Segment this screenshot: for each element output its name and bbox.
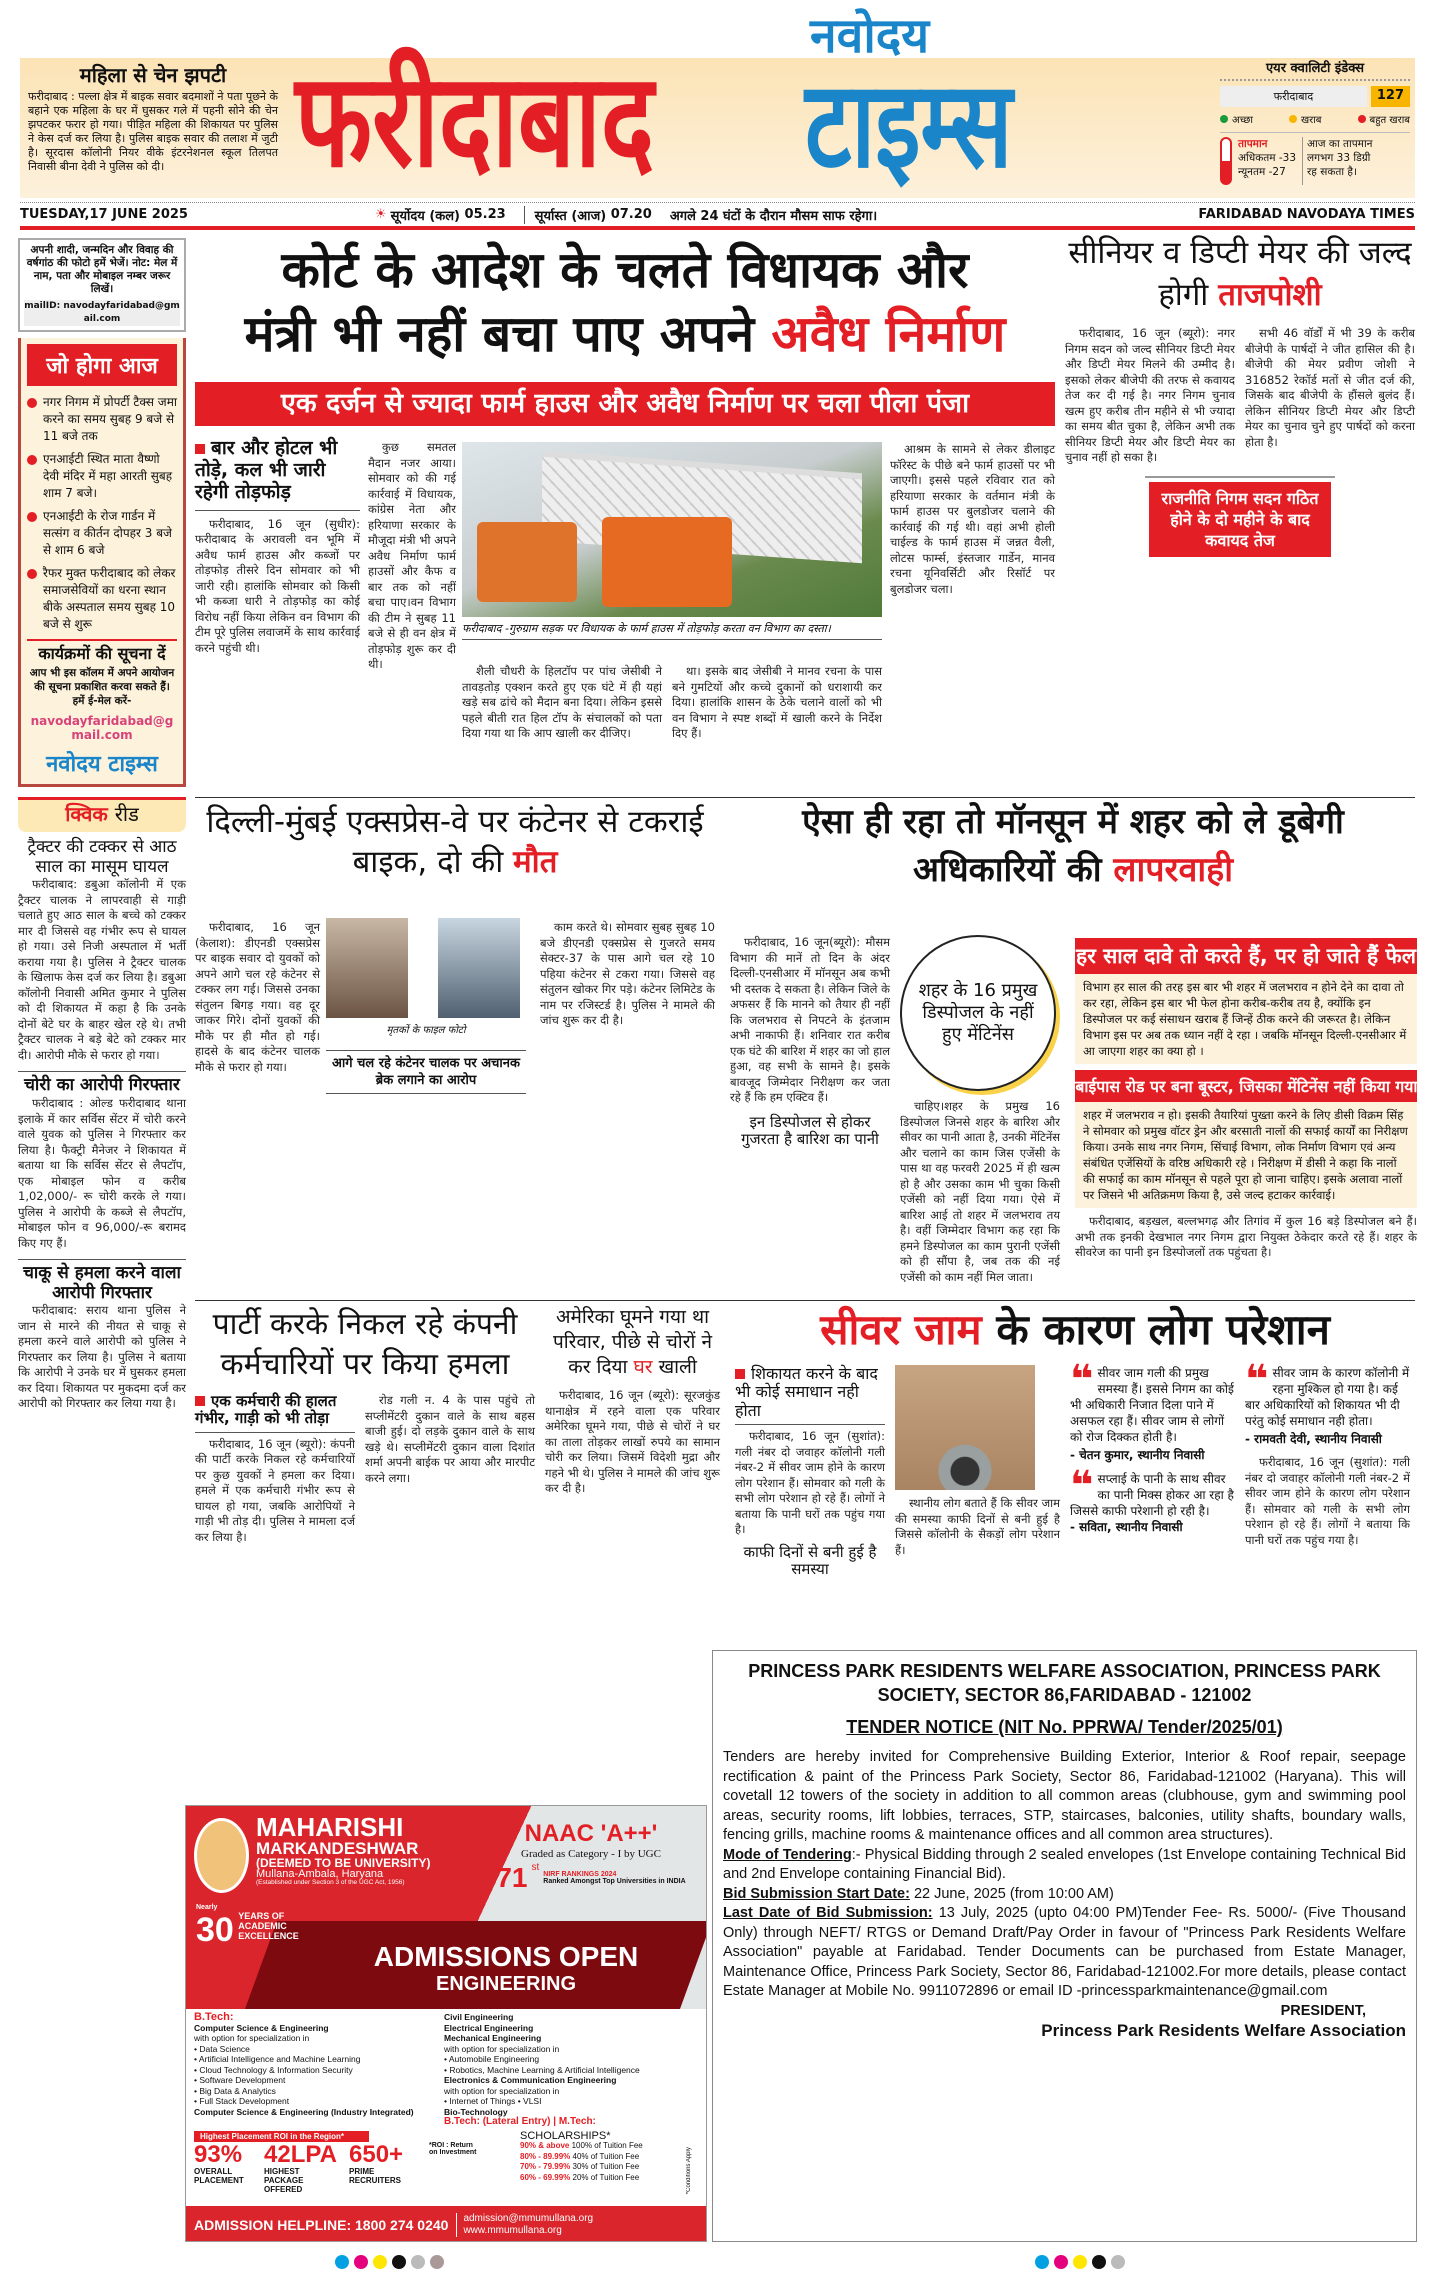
photo-caption: मृतकों के फाइल फोटो (386, 1025, 466, 1036)
logo-faridabad: फरीदाबाद (295, 44, 654, 197)
quote-icon: ❝ (1070, 1357, 1094, 1403)
aqi-legend-bad: खराब (1289, 112, 1322, 126)
expressway-headline (195, 802, 715, 882)
lead-paragraph: फरीदाबाद, 16 जून (सुधीर): फरीदाबाद के अरावली वन भूमि में अवैध फार्म हाउस और कब्जों पर तोड़फोड़ तीसरे दिन सोमवार को भी जारी रही। हालांकि सोमवार को किसी भी कब्जा धारी ने तोड़फोड़ का कोई विरोध नहीं किया लेकिन वन विभाग की टीम पूरे पुलिस लवाजमें के साथ कार्रवाई करने पहुंची थी। (195, 516, 360, 655)
deputy-mayor-paragraph: फरीदाबाद, 16 जून (ब्यूरो): नगर निगम सदन को जल्द सीनियर डिप्टी मेयर और डिप्टी मेयर मिलने की उम्मीद है। इसको लेकर बीजेपी की तरफ से कवायद तेज कर दी गई है। नगर निगम चुनाव खत्म हुए करीब तीन महीने से भी ज्यादा का समय बीत चुका है, लेकिन अभी तक सीनियर डिप्टी मेयर और डिप्टी मेयर का चुनाव नहीं हो सका है। (1065, 326, 1235, 464)
headline-highlight: लापरवाही (1113, 850, 1234, 890)
story-title: चाकू से हमला करने वाला आरोपी गिरफ्तार (18, 1259, 186, 1303)
logo-navodaya: नवोदय (810, 8, 930, 64)
monsoon-subhead: इन डिस्पोजल से होकर गुजरता है बारिश का पानी (741, 1112, 879, 1148)
story-text: फरीदाबाद: डबुआ कॉलोनी में एक ट्रैक्टर चालक ने लापरवाही से गाड़ी चलाते हुए आठ साल के बच्चे को टक्कर मार दी जिससे वह गंभीर रूप से घायल हो गया। उसे निजी अस्पताल में भर्ती कराया गया है। पुलिस ने ट्रैक्टर चालक के खिलाफ केस दर्ज कर लिया है। डबुआ कॉलोनी निवासी अमित कुमार ने पुलिस को दी शिकायत में कहा है कि उनके दोनों बेटे घर के बाहर खेल रहे थे। तभी ट्रैक्टर चालक ने बड़े बेटे को टक्कर मार दी। आरोपी मौके से फरार हो गया। (18, 877, 186, 1062)
helpline-bar (186, 2206, 707, 2242)
logo-times: टाइम्स (805, 55, 1013, 195)
photo-notice (18, 238, 186, 332)
thermometer-icon (1220, 137, 1232, 185)
lead-subhead: बार और होटल भी तोड़े, कल भी जारी रहेगी तोड़फोड़ (195, 437, 338, 503)
temp-note: आज का तापमान लगभग 33 डिग्री रह सकता है। (1302, 137, 1374, 185)
today-item: एनआईटी के रोज गार्डन में सत्संग व कीर्तन दोपहर 3 बजे से शाम 6 बजे (27, 508, 177, 559)
lead-headline-line2: मंत्री भी नहीं बचा पाए अपने अवैध निर्माण (244, 305, 1006, 363)
deputy-mayor-paragraph: सभी 46 वॉर्डों में भी 39 के करीब बीजेपी के पार्षदों ने जीत हासिल की है। बीजेपी की मेयर प्रवीण जोशी ने 316852 रेकॉर्ड मतों से जीत दर्ज की, जिसके बाद बीजेपी के हौंसले बुलंद हैं। लेकिन सीनियर डिप्टी मेयर और डिप्टी मेयर का चुनाव चुने हुए पार्षदों को करना होता है। (1245, 326, 1415, 449)
expressway-paragraph: काम करते थे। सोमवार सुबह सुबह 10 बजे डीएनडी एक्सप्रेस से गुजरते समय सेक्टर-37 के पास आगे चल रहे 10 पहिया कंटेनर से टकरा गया। जिससे वह संतुलन खोकर गिर पड़े। कंटेनर लिमिटेड के नाम पर रजिस्टर्ड है। पुलिस ने मामले की जांच शुरू कर दी है। (540, 920, 715, 1027)
attack-headline: पार्टी करके निकल रहे कंपनी कर्मचारियों पर किया हमला (212, 1307, 518, 1382)
quick-read-header (18, 797, 186, 832)
quote-icon: ❝ (1070, 1463, 1094, 1509)
tender-notice (712, 1650, 1417, 2242)
monsoon-paragraph: फरीदाबाद, 16 जून(ब्यूरो): मौसम विभाग की मानें तो दिन के अंदर दिल्ली-एनसीआर में मॉनसून अब कभी भी दस्तक दे सकता है। लेकिन जिले के अफसर हैं कि मानने को तैयार ही नहीं कि जलभराव से निपटने के इंतजाम अभी नाकाफी हैं। शनिवार रात करीब एक घंटे की बारिश में शहर का जो हाल हुआ, वह सभी के सामने है। इसके बावजूद जिम्मेदार निरीक्षण कर जता रहे हैं कि हम एक्टिव हैं। (730, 935, 890, 1104)
quote-text: सीवर जाम के कारण कॉलोनी में रहना मुश्किल हो गया है। कई बार अधिकारियों को शिकायत भी दी परंतु कोई समाधान नही होता। (1245, 1366, 1410, 1428)
jcb-1 (477, 522, 577, 602)
sewer-headline (735, 1305, 1415, 1355)
sewer-paragraph: फरीदाबाद, 16 जून (सुशांत): गली नंबर दो जवाहर कॉलोनी गली नंबर-2 में सीवर जाम होने के कारण लोग परेशान हैं। सोमवार को गली के सभी लोग परेशान हो रहे हैं। लोगों ने बताया कि पानी घरों तक पहुंच गया है। (1245, 1455, 1410, 1547)
ad-website[interactable]: www.mmumullana.org (463, 2224, 562, 2236)
aqi-legend-good: अच्छा (1220, 112, 1253, 126)
failure-box (1075, 938, 1417, 1064)
attack-subhead: एक कर्मचारी की हालत गंभीर, गाड़ी को भी तोड़ा (195, 1392, 337, 1428)
disposal-callout: शहर के 16 प्रमुख डिस्पोजल के नहीं हुए मेंटिनेंस (900, 935, 1056, 1091)
headline-text: अमेरिका घूमने गया था परिवार, पीछे से चोरों ने कर दिया (552, 1306, 713, 1378)
aqi-value: 127 (1371, 86, 1410, 107)
monsoon-left (730, 935, 890, 1148)
tender-mode: :- Physical Bidding through 2 sealed envelopes (1st Envelope containing Technical Bid and 2nd Envelope containing Financial Bid). (723, 1846, 1406, 1882)
conditions-note: *Conditions Apply (686, 2146, 692, 2194)
headline-text: सीनियर व डिप्टी मेयर की जल्द होगी (1068, 235, 1412, 313)
lead-headline (195, 238, 1055, 366)
sewer-paragraph: फरीदाबाद, 16 जून (सुशांत): गली नंबर दो जवाहर कॉलोनी गली नंबर-2 में सीवर जाम होने के कारण लोग परेशान हैं। सोमवार को गली के सभी लोग परेशान हो रहे हैं। लोगों ने बताया कि पानी घरों तक पहुंच गया है। (735, 1429, 885, 1537)
tender-start-label: Bid Submission Start Date: (723, 1885, 910, 1902)
quote-icon: ❝ (1245, 1357, 1269, 1403)
sunrise-label: सूर्योदय (कल) (390, 208, 461, 224)
roi-bar: Highest Placement ROI in the Region* (194, 2131, 369, 2142)
university-name: MAHARISHI MARKANDESHWAR (DEEMED TO BE UNIVERSITY) Mullana-Ambala, Haryana (Established under Section 3 of the UGC Act, 1956) (256, 1812, 431, 1886)
headline-text: दिल्ली-मुंबई एक्सप्रेस-वे पर कंटेनर से टकराई बाइक, दो की (206, 804, 704, 880)
theft-story (545, 1305, 720, 1497)
deputy-mayor-story (1065, 232, 1415, 561)
lead-strap: एक दर्जन से ज्यादा फार्म हाउस और अवैध निर्माण पर चला पीला पंजा (195, 382, 1055, 426)
masthead (20, 8, 1415, 198)
monsoon-headline (728, 798, 1418, 894)
quick-read-label: क्विक (65, 802, 108, 827)
expressway-paragraph: फरीदाबाद, 16 जून (केलाश): डीएनडी एक्सप्रेस पर बाइक सवार दो युवकों को अपने आगे चल रहे कंटेनर से टक्कर लग गई। जिससे उनका संतुलन बिगड़ गया। वह दूर जाकर गिरे। दोनों युवकों की मौके पर ही मौत हो गई। हादसे के बाद कंटेनर चालक मौके से फरार हो गया। (195, 920, 320, 1074)
attack-story (195, 1305, 535, 1545)
brief-text: फरीदाबाद : पल्ला क्षेत्र में बाइक सवार बदमाशों ने पता पूछने के बहाने एक महिला के घर में घुसकर गले में पहनी सोने की चेन झपटकर फरार हो गया। पीड़ित महिला की शिकायत पर पुलिस ने केस दर्ज कर लिया है। पुलिस बाइक सवार की तलाश में जुटी है। सूरदास कॉलोनी नियर वीके इंटरनेशनल स्कूल तिलपत निवासी बीना देवी ने पुलिस को दी। (28, 90, 278, 173)
today-box (18, 338, 186, 787)
resident-quote (1245, 1357, 1410, 1578)
booster-box-text: शहर में जलभराव न हो। इसकी तैयारियां पुख्ता करने के लिए डीसी विक्रम सिंह ने सोमवार को प्रमुख वॉटर ड्रेन और बरसाती नालों की सफाई कार्यों का निरीक्षण किया। उनके साथ नगर निगम, सिंचाई विभाग, लोक निर्माण विभाग एवं अन्य संबंधित एजेंसियों के वरिष्ठ अधिकारी रहे । निरीक्षण में डीसी ने कहा कि नालों की सफाई का काम मॉनसून से पहले पूरा हो जाना चाहिए। इसके अलावा नालों पर जिसने भी अतिक्रमण किया है, उसे जल्द हटाकर कार्रवाई। (1083, 1108, 1408, 1202)
accreditation: NAAC 'A++' Graded as Category - I by UGC 71 st NIRF RANKINGS 2024 Ranked Amongst Top Universities in INDIA (496, 1820, 686, 1893)
stat: 93% OVERALL PLACEMENT (194, 2140, 244, 2185)
lead-sub (195, 438, 360, 656)
issue-date: TUESDAY,17 JUNE 2025 (20, 207, 188, 222)
registration-marks (1035, 2255, 1129, 2269)
lead-paragraph: था। इसके बाद जेसीबी ने मानव रचना के पास बने गुमटियों और कच्चे दुकानों को धराशायी कर दिया। हालांकि शासन के ठेके चलाने वालों को भी वन विभाग ने स्पष्ट शब्दों में खाली करने के निर्देश दिए हैं। (672, 664, 882, 740)
notice-email: mailID: navodayfaridabad@gmail.com (24, 301, 180, 324)
engineering-courses: Civil Engineering Electrical Engineering Mechanical Engineering with option for specialization in • Automobile Engineering • Robotics, Machine Learning & Artificial Intelligence Electronics & Communication Engineering with option for specialization in • Internet of Things • VLSI Bio-Technology B.Tech: (Lateral Entry) | M.Tech: (444, 2012, 640, 2127)
story-title: चोरी का आरोपी गिरफ्तार (18, 1071, 186, 1096)
brand-logo: नवोदय टाइम्स (46, 752, 158, 778)
today-item: रैफर मुक्त फरीदाबाद को लेकर समाजसेवियों का धरना स्थान बीके अस्पताल समय सुबह 10 बजे से शुरू (27, 565, 177, 633)
stat: 650+ PRIME RECRUITERS (349, 2140, 404, 2185)
victim-photo-2 (438, 918, 520, 1018)
quick-read-label-2: रीड (114, 802, 139, 827)
quote-author: - रामवती देवी, स्थानीय निवासी (1245, 1432, 1382, 1446)
today-item: नगर निगम में प्रोपर्टी टैक्स जमा करने का समय सुबह 9 बजे से 11 बजे तक (27, 394, 177, 445)
sewer-story (735, 1305, 1415, 1578)
tender-signatory-org: Princess Park Residents Welfare Association (1041, 2021, 1406, 2040)
stat: 42LPA HIGHEST PACKAGE OFFERED (264, 2140, 337, 2194)
lead-paragraph: कुछ समतल मैदान नजर आया।सोमवार को की गई कार्रवाई में विधायक, कांग्रेस नेता और हरियाणा सरकार के मौजूदा मंत्री भी अपने अवैध निर्माण फार्म हाउसों और कैफ व बार तक को नहीं बचा पाए।वन विभाग की टीम ने सुबह 11 बजे से ही वन क्षेत्र में तोड़फोड़ शुरू कर दी थी। (368, 440, 456, 671)
ad-details (194, 2012, 700, 2204)
story-title: ट्रैक्टर की टक्कर से आठ साल का मासूम घायल (27, 837, 177, 877)
tender-start: 22 June, 2025 (from 10:00 AM) (909, 1885, 1114, 1902)
photo-caption: फरीदाबाद -गुरुग्राम सड़क पर विधायक के फार्म हाउस में तोड़फोड़ करता वन विभाग का दस्ता। (462, 622, 882, 640)
scholarships: SCHOLARSHIPS* 90% & above 100% of Tuition Fee 80% - 89.99% 40% of Tuition Fee 70% - 79.99% 30% of Tuition Fee 60% - 69.99% 20% of Tuition Fee (520, 2129, 643, 2182)
aqi-city: फरीदाबाद (1220, 86, 1367, 107)
politics-box-text: राजनीति निगम सदन गठित होने के दो महीने के बाद कवायद तेज (1149, 482, 1331, 557)
monsoon-boxes (1075, 938, 1417, 1261)
lead-headline-line1: कोर्ट के आदेश के चलते विधायक और (281, 241, 969, 299)
helpline-number[interactable]: ADMISSION HELPLINE: 1800 274 0240 (194, 2216, 449, 2233)
headline-text: के कारण लोग परेशान (996, 1305, 1330, 1354)
university-seal (194, 1818, 249, 1893)
weather-forecast: अगले 24 घंटों के दौरान मौसम साफ रहेगा। (669, 208, 878, 224)
ad-email[interactable]: admission@mmumullana.org (463, 2212, 594, 2224)
failure-box-title: हर साल दावे तो करते हैं, पर हो जाते हैं फेल (1075, 938, 1417, 974)
temp-min: न्यूनतम -27 (1238, 166, 1286, 178)
today-item: एनआईटी स्थित माता वैष्णो देवी मंदिर में महा आरती सुबह शाम 7 बजे। (27, 451, 177, 502)
attack-paragraph: रोड गली न. 4 के पास पहुंचे तो सप्लीमेंटरी दुकान वाले के साथ बहस बाजी हुई। दो लड़के दुकान वाले के साथ खड़े थे। सप्लीमेंटरी दुकान वाला दिशांत शर्मा अपनी बाईक पर आया और मारपीट करने लगा। (365, 1393, 535, 1485)
story-text: फरीदाबाद : ओल्ड फरीदाबाद थाना इलाके में कार सर्विस सेंटर में चोरी करने वाले युवक को पुलिस ने गिरफ्तार कर लिया है। फैक्ट्री मैनेजर ने शिकायत में बताया था कि सर्विस सेंटर से लैपटॉप, एक मोबाइल फोन व करीब 1,02,000/- रू चोरी करके ले गया। पुलिस ने आरोपी के कब्जे से लैपटॉप, मोबाइल फोन व 96,000/-रू बरामद किए गए हैं। (18, 1096, 186, 1250)
quote-text: सप्लाई के पानी के साथ सीवर का पानी मिक्स होकर आ रहा है जिससे काफी परेशानी हो रही है। (1070, 1472, 1234, 1518)
brief-title: महिला से चेन झपटी (79, 63, 227, 87)
quote-text: सीवर जाम गली की प्रमुख समस्या हैं। इससे निगम का कोई भी अधिकारी निजात दिला पाने में असफल रहा हैं। सीवर जाम से लोगों को रोज दिक्कत होती है। (1070, 1366, 1234, 1444)
tender-mode-label: Mode of Tendering (723, 1846, 852, 1863)
jcb-2 (602, 517, 732, 607)
tender-signatory: PRESIDENT, (1280, 2002, 1366, 2019)
headline-text: ऐसा ही रहा तो मॉनसून में शहर को ले डूबेगी अधिकारियों की (802, 802, 1344, 890)
masthead-brief (28, 64, 278, 174)
politics-box (1145, 476, 1335, 561)
registration-marks (335, 2255, 448, 2269)
roi-note: *ROI : Return on Investment (429, 2141, 477, 2156)
monsoon-paragraph: चाहिए।शहर के प्रमुख 16 डिस्पोजल जिनसे शहर के बारिश और सीवर का पानी आता है, उनकी मेंटिनेंस और चलाने का काम जिस एजेंसी के पास था वह फरवरी 2025 में ही खत्म हो है और उसका काम भी चुका किसी एजेंसी को नहीं दिया गया। ऐसे में बारिश आई तो शहर में जलभराव तय है। वहीं जिम्मेदार विभाग कह रहा कि हमने डिस्पोजल का काम पुरानी एजेंसी को ही सौंपा है, जब तक की नई एजेंसी को काम नहीं मिल जाता। (900, 1099, 1060, 1284)
paper-name: FARIDABAD NAVODAYA TIMES (1198, 207, 1415, 222)
lead-paragraph: शैली चौधरी के हिलटॉप पर पांच जेसीबी ने तावड़तोड़ एक्शन करते हुए एक घंटे में ही यहां खड़े सब ढांचे को मैदान बना दिया। लेकिन इससे पहले बीती रात हिल टॉप के संचालकों को पता दिया गया था कि आप खाली कर दीजिए। (462, 664, 662, 740)
quote-author: - चेतन कुमार, स्थानीय निवासी (1070, 1448, 1205, 1462)
aqi-widget (1220, 58, 1410, 185)
admissions-banner: ADMISSIONS OPEN ENGINEERING (373, 1941, 639, 1995)
theft-headline (545, 1305, 720, 1380)
monsoon-paragraph: फरीदाबाद, बड़खल, बल्लभगढ़ और तिगांव में कुल 16 बड़े डिस्पोजल बने हैं। अभी तक इनकी देखभाल नगर निगम द्वारा नियुक्त ठेकेदार करते रहे हैं। शहर के सीवरेज का पानी इन डिस्पोजलों तक पहुंचता है। (1075, 1214, 1417, 1259)
lead-paragraph: आश्रम के सामने से लेकर डीलाइट फॉरेस्ट के पीछे बने फार्म हाउसों पर भी जाएगी। इससे पहले रविवार रात को हरियाणा सरकार के वर्तमान मंत्री के फार्म हाउस पर बुलडोजर चलाने की कार्रवाई की गई थी। वहां अभी होली चाईल्ड के फार्म हाउस में जन्नत वैली, लोटस फार्म्स, इंस्तजार गार्डेन, मानव रचना यूनिवर्सिटी और रिसॉर्ट पर बुलडोजर चला। (890, 442, 1055, 596)
booster-box-title: बाईपास रोड पर बना बूस्टर, जिसका मेंटिनेंस नहीं किया गया (1075, 1070, 1417, 1102)
tender-title: TENDER NOTICE (NIT No. PPRWA/ Tender/2025/01) (846, 1717, 1283, 1737)
headline-highlight: सीवर जाम (820, 1305, 982, 1354)
btech-courses: B.Tech: Computer Science & Engineering with option for specialization in • Data Science • Artificial Intelligence and Machine Learning • Cloud Technology & Information Security • Software Development • Big Data & Analytics • Full Stack Development Computer Science & Engineering (Industry Integrated) (194, 2011, 414, 2117)
headline-highlight: ताजपोशी (1218, 277, 1322, 313)
attack-paragraph: फरीदाबाद, 16 जून (ब्यूरो): कंपनी की पार्टी करके निकल रहे कर्मचारियों पर कुछ युवकों ने हमला कर दिया। हमले में एक कर्मचारी गंभीर रूप से घायल हो गया, जबकि आरोपियों ने गाड़ी भी तोड़ दी। पुलिस ने मामला दर्ज कर लिया है। (195, 1436, 355, 1544)
sunrise-time: 05.23 (464, 207, 506, 222)
quote-author: - सविता, स्थानीय निवासी (1070, 1520, 1183, 1534)
lead-headline-highlight: अवैध निर्माण (771, 305, 1006, 363)
sewer-caption: स्थानीय लोग बताते हैं कि सीवर जाम की समस्या काफी दिनों से बनी हुई है जिससे कॉलोनी के सैकड़ों लोग परेशान हैं। (895, 1496, 1060, 1557)
story-text: फरीदाबाद: सराय थाना पुलिस ने जान से मारने की नीयत से चाकू से हमला करने वाले आरोपी को पुलिस ने गिरफ्तार कर लिया है। पुलिस ने बताया कि आरोपी ने उनके घर में घुसकर हमला कर दिया। शिकायत पर मुकदमा दर्ज कर आरोपी को गिरफ्तार कर लिया गया है। (18, 1303, 186, 1411)
pull-quote: आगे चल रहे कंटेनर चालक पर अचानक ब्रेक लगाने का आरोप (326, 1050, 526, 1094)
tender-last-label: Last Date of Bid Submission: (723, 1905, 933, 1921)
theft-paragraph: फरीदाबाद, 16 जून (ब्यूरो): सूरजकुंड थानाक्षेत्र में रहने वाला एक परिवार अमेरिका घूमने गया, पीछे से चोरों ने घर का ताला तोड़कर लाखों रुपये का सामान चोरी कर लिया। जिसमें विदेशी मुद्रा और गहने भी थे। पुलिस ने मामले की जांच शुरू कर दी है। (545, 1388, 720, 1495)
sewer-pipe-photo (895, 1365, 1035, 1490)
sun-icon: ☀ (375, 207, 387, 222)
resident-quote (1070, 1357, 1235, 1578)
victim-photo-1 (326, 918, 408, 1018)
demolition-photo (462, 442, 882, 617)
placement-stats (194, 2142, 514, 2194)
today-title: जो होगा आज (27, 344, 177, 386)
events-email[interactable]: navodayfaridabad@gmail.com (30, 714, 174, 743)
sewer-subhead-2: काफी दिनों से बनी हुई है समस्या (743, 1542, 877, 1578)
date-bar (20, 202, 1415, 230)
sewer-subhead: शिकायत करने के बाद भी कोई समाधान नही होता (735, 1364, 878, 1420)
headline-text: खाली (658, 1356, 697, 1378)
failure-box-text: विभाग हर साल की तरह इस बार भी शहर में जलभराव न होने देने का दावा तो कर रहा, लेकिन इस बार भी फेल होना करीब-करीब तय है, क्योंकि इन डिस्पोजल पर कई संसाधन खराब हैं जिन्हें ठीक करने की जरूरत है। लेकिन विभाग इस पर अब तक ध्यान नहीं दे रहा । जबकि मॉनसून दिल्ली-एनसीआर में आ जाएगा शहर का क्या हो । (1083, 980, 1407, 1058)
events-title: कार्यक्रमों की सूचना दें (38, 644, 166, 663)
aqi-title: एयर क्वालिटी इंडेक्स (1220, 58, 1410, 81)
headline-highlight: मौत (513, 844, 558, 880)
notice-text: अपनी शादी, जन्मदिन और विवाह की वर्षगांठ की फोटो हमें भेजें। नोट: मेल में नाम, पता और मोबाइल नम्बर जरूर लिखें। (26, 244, 178, 295)
temp-max: अधिकतम -33 (1238, 152, 1297, 164)
sunset-label: सूर्यास्त (आज) (524, 206, 607, 224)
aqi-legend-verybad: बहुत खराब (1358, 112, 1410, 126)
booster-box (1075, 1070, 1417, 1208)
tender-description: Tenders are hereby invited for Comprehensive Building Exterior, Interior & Roof repair, seepage rectification & paint of the Princess Park Society, Sector 86, Faridabad-121002 (Haryana). This will covetall 12 towers of the society in addition to all common areas (clubhouse, gym and swimming pool areas, security rooms, lift lobbies, terraces, STP, staircases, balconies, utility shafts, boundary walls, fencing grills, machine rooms & maintenance offices and all common area structures). (723, 1749, 1406, 1843)
tender-last: 13 July, 2025 (upto 04:00 PM)Tender Fee- Rs. 5000/- (Five Thousand Only) through NEFT/ RTGS or Demand Draft/Pay Order in favour of "Princess Park Residents Welfare Association" payable at Faridabad. Tender Documents can be purchased from Estate Manager, Maintenance Office, Princess Park Society, Sector 86, Faridabad-121002.For more details, please contact Estate Manager at Mobile No. 9911072896 or email ID -princessparkmaintenance@gmail.com (723, 1905, 1406, 1999)
tender-org: PRINCESS PARK RESIDENTS WELFARE ASSOCIATION, PRINCESS PARK SOCIETY, SECTOR 86,FARIDABAD - 121002 (748, 1661, 1381, 1705)
sunset-time: 07.20 (610, 207, 652, 222)
events-text: आप भी इस कॉलम में अपने आयोजन की सूचना प्रकाशित करवा सकते हैं। हमें ई-मेल करें- (29, 667, 175, 708)
left-column (18, 238, 186, 1412)
monsoon-right (900, 935, 1060, 1285)
university-ad[interactable] (185, 1805, 707, 2242)
headline-highlight: घर (633, 1356, 653, 1378)
deputy-mayor-headline (1065, 232, 1415, 316)
years-badge: Nearly 30 YEARS OF ACADEMIC EXCELLENCE (196, 1904, 299, 1949)
temp-label: तापमान (1238, 138, 1268, 150)
